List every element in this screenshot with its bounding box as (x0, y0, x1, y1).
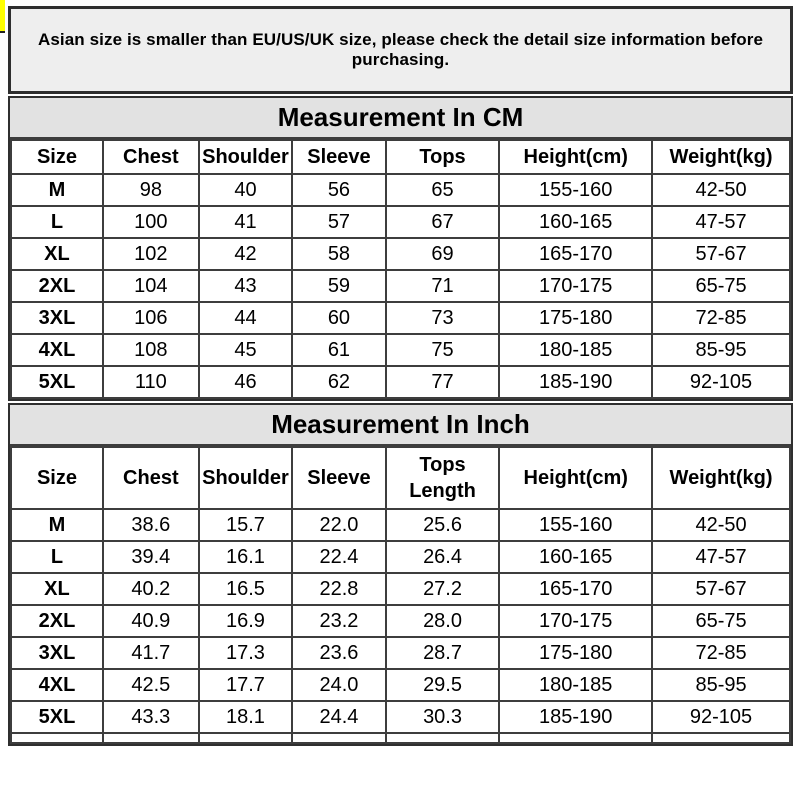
value-cell: 28.0 (386, 605, 500, 637)
cm-measurement-table (10, 139, 791, 399)
value-cell: 57-67 (652, 573, 790, 605)
cutoff-row (11, 733, 790, 743)
value-cell: 67 (386, 206, 500, 238)
value-cell: 69 (386, 238, 500, 270)
value-cell: 26.4 (386, 541, 500, 573)
value-cell: 110 (103, 366, 199, 398)
value-cell: 85-95 (652, 334, 790, 366)
value-cell: 44 (199, 302, 292, 334)
table-row (11, 669, 790, 701)
value-cell: 16.9 (199, 605, 292, 637)
empty-cell (199, 733, 292, 743)
table-row (11, 605, 790, 637)
table-row (11, 701, 790, 733)
value-cell: 72-85 (652, 637, 790, 669)
value-cell: 42-50 (652, 174, 790, 206)
notice-banner (8, 6, 793, 94)
empty-cell (103, 733, 199, 743)
value-cell: 28.7 (386, 637, 500, 669)
value-cell: 16.1 (199, 541, 292, 573)
value-cell: 92-105 (652, 366, 790, 398)
value-cell: 106 (103, 302, 199, 334)
value-cell: 24.4 (292, 701, 385, 733)
value-cell: 175-180 (499, 302, 652, 334)
value-cell: 38.6 (103, 509, 199, 541)
value-cell: 57-67 (652, 238, 790, 270)
table-row (11, 541, 790, 573)
size-label-cell: 3XL (11, 637, 103, 669)
size-label-cell: 4XL (11, 334, 103, 366)
table-row (11, 302, 790, 334)
column-header: Sleeve (292, 447, 385, 509)
value-cell: 65-75 (652, 605, 790, 637)
value-cell: 42-50 (652, 509, 790, 541)
value-cell: 180-185 (499, 334, 652, 366)
value-cell: 170-175 (499, 270, 652, 302)
value-cell: 155-160 (499, 509, 652, 541)
cm-table-section (8, 96, 793, 401)
value-cell: 43 (199, 270, 292, 302)
empty-cell (499, 733, 652, 743)
header-row (11, 140, 790, 174)
size-label-cell: M (11, 174, 103, 206)
value-cell: 27.2 (386, 573, 500, 605)
notice-text: Asian size is smaller than EU/US/UK size, please check the detail size information before purchasing. (37, 30, 764, 69)
column-header: Shoulder (199, 140, 292, 174)
value-cell: 40 (199, 174, 292, 206)
column-header: Tops (386, 140, 500, 174)
column-header: Chest (103, 447, 199, 509)
value-cell: 61 (292, 334, 385, 366)
value-cell: 160-165 (499, 541, 652, 573)
empty-cell (292, 733, 385, 743)
column-header: Size (11, 140, 103, 174)
value-cell: 165-170 (499, 573, 652, 605)
value-cell: 22.4 (292, 541, 385, 573)
value-cell: 45 (199, 334, 292, 366)
value-cell: 17.7 (199, 669, 292, 701)
value-cell: 62 (292, 366, 385, 398)
size-label-cell: XL (11, 238, 103, 270)
table-row (11, 270, 790, 302)
empty-cell (11, 733, 103, 743)
size-label-cell: L (11, 541, 103, 573)
value-cell: 56 (292, 174, 385, 206)
value-cell: 155-160 (499, 174, 652, 206)
cm-table-title: Measurement In CM (10, 98, 791, 139)
value-cell: 42 (199, 238, 292, 270)
size-label-cell: 4XL (11, 669, 103, 701)
value-cell: 92-105 (652, 701, 790, 733)
size-label-cell: 5XL (11, 366, 103, 398)
value-cell: 77 (386, 366, 500, 398)
value-cell: 108 (103, 334, 199, 366)
table-row (11, 366, 790, 398)
value-cell: 102 (103, 238, 199, 270)
value-cell: 85-95 (652, 669, 790, 701)
value-cell: 60 (292, 302, 385, 334)
value-cell: 22.8 (292, 573, 385, 605)
value-cell: 41 (199, 206, 292, 238)
value-cell: 104 (103, 270, 199, 302)
header-row (11, 447, 790, 509)
value-cell: 25.6 (386, 509, 500, 541)
value-cell: 100 (103, 206, 199, 238)
value-cell: 46 (199, 366, 292, 398)
value-cell: 65 (386, 174, 500, 206)
value-cell: 59 (292, 270, 385, 302)
value-cell: 22.0 (292, 509, 385, 541)
size-label-cell: XL (11, 573, 103, 605)
value-cell: 16.5 (199, 573, 292, 605)
column-header: Weight(kg) (652, 447, 790, 509)
value-cell: 39.4 (103, 541, 199, 573)
value-cell: 23.2 (292, 605, 385, 637)
column-header: Sleeve (292, 140, 385, 174)
table-row (11, 238, 790, 270)
inch-measurement-table (10, 446, 791, 744)
column-header: Weight(kg) (652, 140, 790, 174)
size-label-cell: 2XL (11, 270, 103, 302)
value-cell: 43.3 (103, 701, 199, 733)
value-cell: 29.5 (386, 669, 500, 701)
size-label-cell: L (11, 206, 103, 238)
column-header: Size (11, 447, 103, 509)
value-cell: 180-185 (499, 669, 652, 701)
table-row (11, 509, 790, 541)
column-header: Shoulder (199, 447, 292, 509)
value-cell: 73 (386, 302, 500, 334)
column-header: Height(cm) (499, 447, 652, 509)
value-cell: 57 (292, 206, 385, 238)
value-cell: 65-75 (652, 270, 790, 302)
value-cell: 15.7 (199, 509, 292, 541)
value-cell: 175-180 (499, 637, 652, 669)
value-cell: 42.5 (103, 669, 199, 701)
value-cell: 40.2 (103, 573, 199, 605)
inch-table-title: Measurement In Inch (10, 405, 791, 446)
size-label-cell: 2XL (11, 605, 103, 637)
value-cell: 170-175 (499, 605, 652, 637)
value-cell: 30.3 (386, 701, 500, 733)
empty-cell (652, 733, 790, 743)
column-header: Tops Length (386, 447, 500, 509)
value-cell: 160-165 (499, 206, 652, 238)
value-cell: 47-57 (652, 541, 790, 573)
empty-cell (386, 733, 500, 743)
value-cell: 71 (386, 270, 500, 302)
value-cell: 58 (292, 238, 385, 270)
column-header: Chest (103, 140, 199, 174)
value-cell: 185-190 (499, 701, 652, 733)
value-cell: 185-190 (499, 366, 652, 398)
value-cell: 24.0 (292, 669, 385, 701)
table-row (11, 174, 790, 206)
value-cell: 41.7 (103, 637, 199, 669)
inch-table-section (8, 403, 793, 746)
value-cell: 17.3 (199, 637, 292, 669)
table-row (11, 334, 790, 366)
value-cell: 72-85 (652, 302, 790, 334)
table-row (11, 206, 790, 238)
table-row (11, 637, 790, 669)
value-cell: 23.6 (292, 637, 385, 669)
size-label-cell: M (11, 509, 103, 541)
size-label-cell: 3XL (11, 302, 103, 334)
size-label-cell: 5XL (11, 701, 103, 733)
value-cell: 98 (103, 174, 199, 206)
value-cell: 40.9 (103, 605, 199, 637)
value-cell: 18.1 (199, 701, 292, 733)
value-cell: 165-170 (499, 238, 652, 270)
value-cell: 75 (386, 334, 500, 366)
value-cell: 47-57 (652, 206, 790, 238)
column-header: Height(cm) (499, 140, 652, 174)
table-row (11, 573, 790, 605)
yellow-corner-artifact (0, 0, 5, 33)
